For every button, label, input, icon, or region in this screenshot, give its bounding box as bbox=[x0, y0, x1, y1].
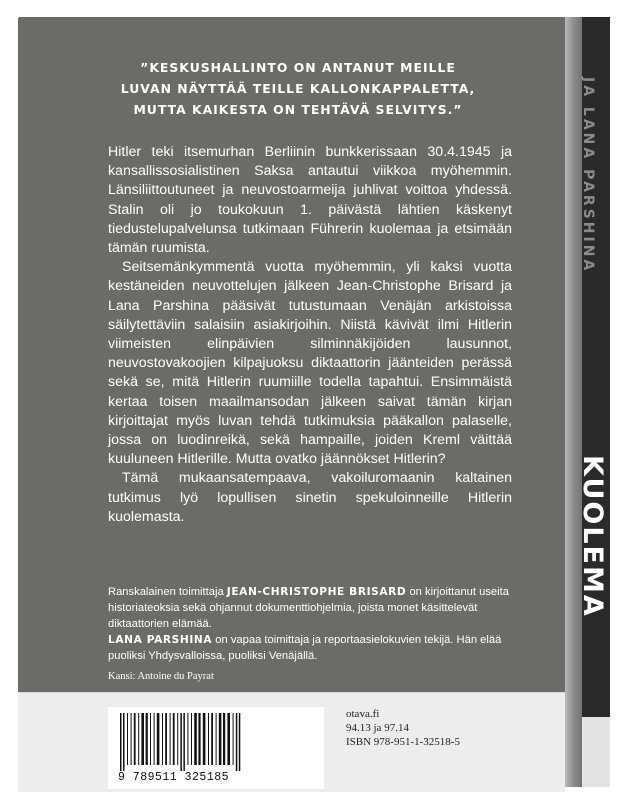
barcode-digits: 9 789511 325185 bbox=[118, 771, 230, 784]
isbn: ISBN 978-951-1-32518-5 bbox=[346, 736, 460, 748]
quote-line: ”KESKUSHALLINTO ON ANTANUT MEILLE bbox=[140, 60, 456, 75]
barcode-bars bbox=[118, 713, 314, 771]
blurb-text bbox=[108, 143, 512, 527]
author-name: JEAN-CHRISTOPHE BRISARD bbox=[226, 586, 407, 598]
class-code: 94.13 ja 97.14 bbox=[346, 722, 409, 734]
bio-text: on kirjoittanut useita historiateoksia sekä ohjannut dokumenttiohjelmia, joista monet käsittelevät diktaattorien elämää. bbox=[108, 586, 509, 630]
book-back-cover bbox=[18, 17, 610, 787]
author-bio bbox=[108, 584, 528, 632]
spine-author-text: JA LANA PARSHINA bbox=[580, 77, 596, 274]
cover-credit: Kansi: Antoine du Payrat bbox=[108, 671, 214, 682]
blurb-paragraph: Hitler teki itsemurhan Berliinin bunkkerissaan 30.4.1945 ja kansallissosialistinen Saksa antautui viikkoa myöhemmin. Länsiliittoutuneet ja neuvostoarmeija juhlivat voittoa yhdessä. Stalin oli jo toukokuun 1. päivästä lähtien käskenyt tiedustelupalvelunsa tutkimaan Führerin kuolemaa ja etsimään tämän ruumista. bbox=[108, 144, 512, 257]
publisher-website: otava.fi bbox=[346, 708, 380, 720]
spine-title: KUOLEMA bbox=[577, 455, 608, 618]
cover-quote bbox=[78, 57, 518, 120]
blurb-paragraph: Seitsemänkymmentä vuotta myöhemmin, yli kaksi vuotta kestäneiden neuvottelujen jälkeen Jean-Christophe Brisard ja Lana Parshina pääsivät tutustumaan Venäjän arkistoissa säilytettäviin salaisiin asiakirjoihin. Niistä kävivät ilmi Hitlerin viimeisten elinpäivien silminnäkijöiden lausunnot, neuvostovakoojien kilpajuoksu diktaattorin jäänteiden perässä sekä se, mitä Hitlerin ruumiille todella tapahtui. Ensimmäistä kertaa toisen maailmansodan jälkeen saivat tämän kirjan kirjoittajat myös luvan tehdä tutkimuksia pääkallon palaselle, jossa on luodinreikä, sekä hampaille, joiden Kreml väittää kuuluneen Hitlerille. Mutta ovatko jäännökset Hitlerin? bbox=[108, 259, 512, 468]
barcode bbox=[108, 707, 324, 789]
blurb-paragraph: Tämä mukaansatempaava, vakoiluromaanin kaltainen tutkimus lyö lopullisen sinetin spekuloinneille Hitlerin kuolemasta. bbox=[108, 470, 512, 525]
bio-text: on vapaa toimittaja ja reportaasielokuvien tekijä. Hän elää puoliksi Yhdysvalloissa, puoliksi Venäjällä. bbox=[108, 634, 502, 662]
author-bios bbox=[108, 584, 528, 664]
publisher-info bbox=[346, 707, 460, 749]
author-name: LANA PARSHINA bbox=[108, 634, 213, 646]
bio-prefix: Ranskalainen toimittaja bbox=[108, 586, 227, 598]
quote-line: LUVAN NÄYTTÄÄ TEILLE KALLONKAPPALETTA, bbox=[120, 81, 476, 96]
author-bio bbox=[108, 632, 528, 664]
spine-bottom bbox=[582, 717, 610, 787]
quote-line: MUTTA KAIKESTA ON TEHTÄVÄ SELVITYS.” bbox=[133, 102, 463, 117]
